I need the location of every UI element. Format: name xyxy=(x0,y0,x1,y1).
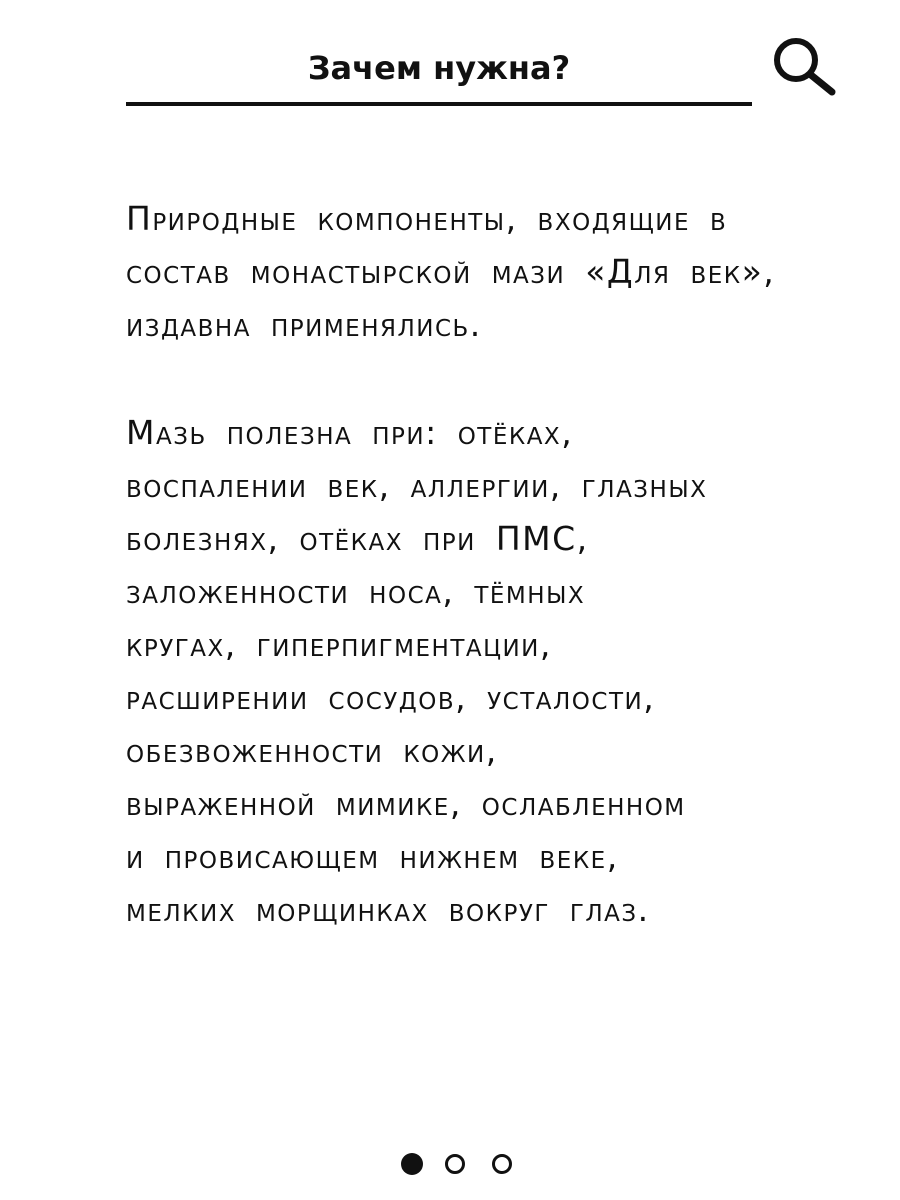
pagination-dot-active[interactable] xyxy=(401,1153,423,1175)
uses-line: обезвоженности кожи, xyxy=(126,731,498,770)
pagination-dot[interactable] xyxy=(445,1154,465,1174)
uses-line: заложенности носа, тёмных xyxy=(126,572,586,611)
uses-line: и провисающем нижнем веке, xyxy=(126,837,619,876)
uses-line: мелких морщинках вокруг глаз. xyxy=(126,890,650,929)
uses-line: воспалении век, аллергии, глазных xyxy=(126,466,708,505)
search-icon[interactable] xyxy=(770,34,840,98)
header-divider xyxy=(126,102,752,106)
pagination-dot[interactable] xyxy=(492,1154,512,1174)
uses-line: Мазь полезна при: отёках, xyxy=(126,413,574,452)
uses-line: выраженной мимике, ослабленном xyxy=(126,784,686,823)
page-title: Зачем нужна? xyxy=(307,49,571,87)
uses-line: кругах, гиперпигментации, xyxy=(126,625,552,664)
uses-line: расширении сосудов, усталости, xyxy=(126,678,656,717)
uses-paragraph xyxy=(126,406,806,936)
uses-line: болезнях, отёках при ПМС, xyxy=(126,519,589,558)
intro-paragraph: Природные компоненты, входящие в состав монастырской мази «Для век», издавна применялись. xyxy=(126,199,776,344)
